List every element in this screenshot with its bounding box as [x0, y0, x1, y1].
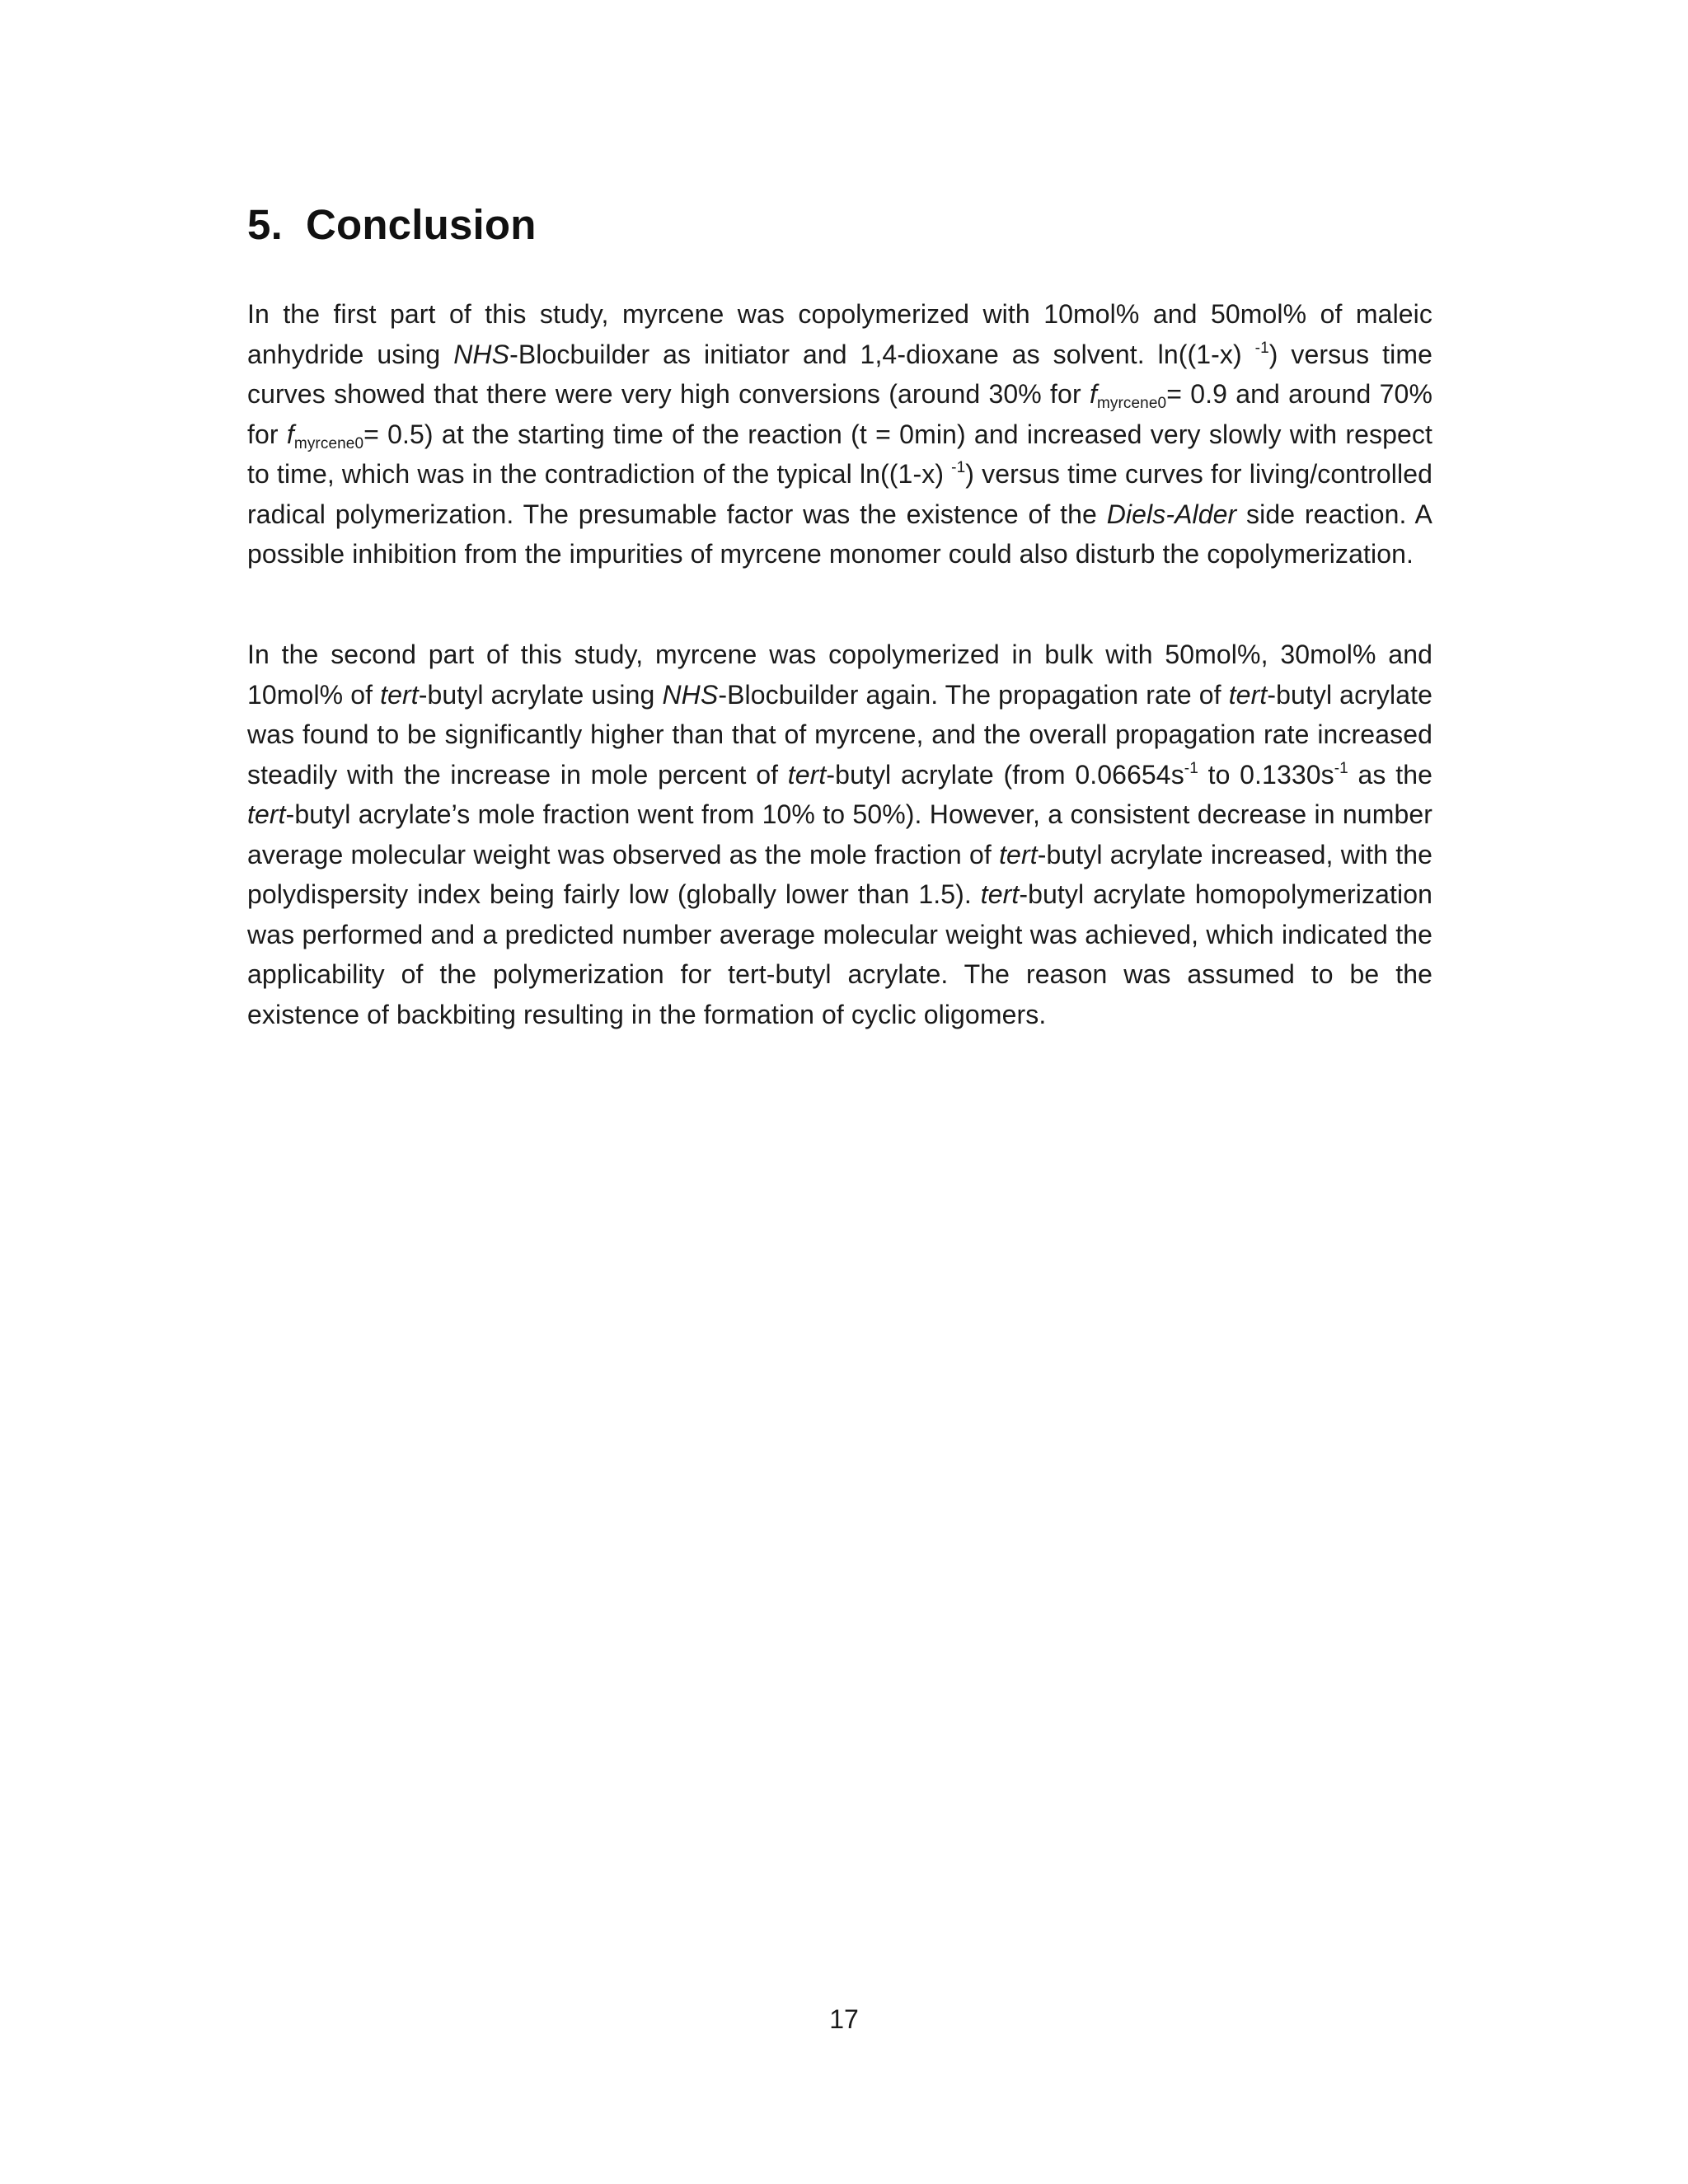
p2-italic-tert-5: tert [999, 839, 1038, 869]
p1-text-2: -Blocbuilder as initiator and 1,4-dioxane as solvent. ln((1-x) [509, 339, 1255, 369]
p2-italic-tert-4: tert [247, 799, 286, 829]
p2-text-2: -butyl acrylate using [418, 679, 663, 710]
p2-italic-tert-1: tert [380, 679, 419, 710]
p1-superscript-2: -1 [951, 459, 966, 476]
p2-text-10: -butyl acrylate homopolymerization was performed and a predicted number average molecular weight was achieved, which indicated the applicability of the polymerization for tert-butyl acrylate. The reason was assumed to be the existence of backbiting resulting in the formation of cyclic oligomers. [247, 879, 1432, 1029]
p2-italic-tert-2: tert [1228, 679, 1268, 710]
p1-superscript-1: -1 [1254, 339, 1269, 357]
section-heading [247, 200, 537, 250]
p1-text-6: ) versus time curves for living/controlled radical polymerization. The presumable factor was the existence of the [247, 459, 1432, 529]
p2-text-9: -butyl acrylate increased, with the polydispersity index being fairly low (globally lower than 1.5). [247, 839, 1433, 909]
p1-italic-nhs: NHS [453, 339, 510, 369]
p2-italic-tert-3: tert [787, 759, 827, 790]
p2-text-5: -butyl acrylate (from 0.06654s [826, 759, 1184, 790]
p2-text-4: -butyl acrylate was found to be significantly higher than that of myrcene, and the overall propagation rate increased steadily with the increase in mole percent of [247, 679, 1433, 790]
p2-italic-nhs: NHS [662, 679, 719, 710]
p1-text-3: ) versus time curves showed that there were very high conversions (around 30% for [247, 339, 1432, 409]
p2-text-3: -Blocbuilder again. The propagation rate of [718, 679, 1229, 710]
section-title: Conclusion [305, 201, 537, 248]
p1-subscript-1: myrcene0 [1096, 395, 1167, 412]
p2-text-7: as the [1348, 759, 1432, 790]
paragraph-1 [247, 294, 1432, 574]
p1-italic-diels-alder: Diels-Alder [1106, 499, 1237, 529]
p2-superscript-2: -1 [1334, 759, 1348, 777]
p1-italic-f-1: f [1089, 379, 1097, 409]
p2-text-1: In the second part of this study, myrcene was copolymerized in bulk with 50mol%, 30mol% and 10mol% of [247, 640, 1432, 710]
p1-text-4: = 0.9 and around 70% for [247, 379, 1432, 449]
p1-text-5: = 0.5) at the starting time of the reaction (t = 0min) and increased very slowly with respect to time, which was in the contradiction of the typical ln((1-x) [247, 419, 1432, 489]
section-number: 5. [247, 201, 283, 248]
p1-subscript-2: myrcene0 [293, 434, 364, 452]
p1-italic-f-2: f [286, 419, 294, 449]
p2-text-8: -butyl acrylate’s mole fraction went from 10% to 50%). However, a consistent decrease in number average molecular weight was observed as the mole fraction of [247, 799, 1432, 869]
p2-italic-tert-6: tert [980, 879, 1020, 909]
p1-text-1: In the first part of this study, myrcene was copolymerized with 10mol% and 50mol% of maleic anhydride using [247, 299, 1432, 369]
p2-text-6: to 0.1330s [1198, 759, 1334, 790]
p2-superscript-1: -1 [1184, 759, 1198, 777]
page-number: 17 [829, 2004, 859, 2034]
p1-text-7: side reaction. A possible inhibition from the impurities of myrcene monomer could also disturb the copolymerization. [247, 499, 1432, 569]
paragraph-2 [247, 635, 1432, 1034]
